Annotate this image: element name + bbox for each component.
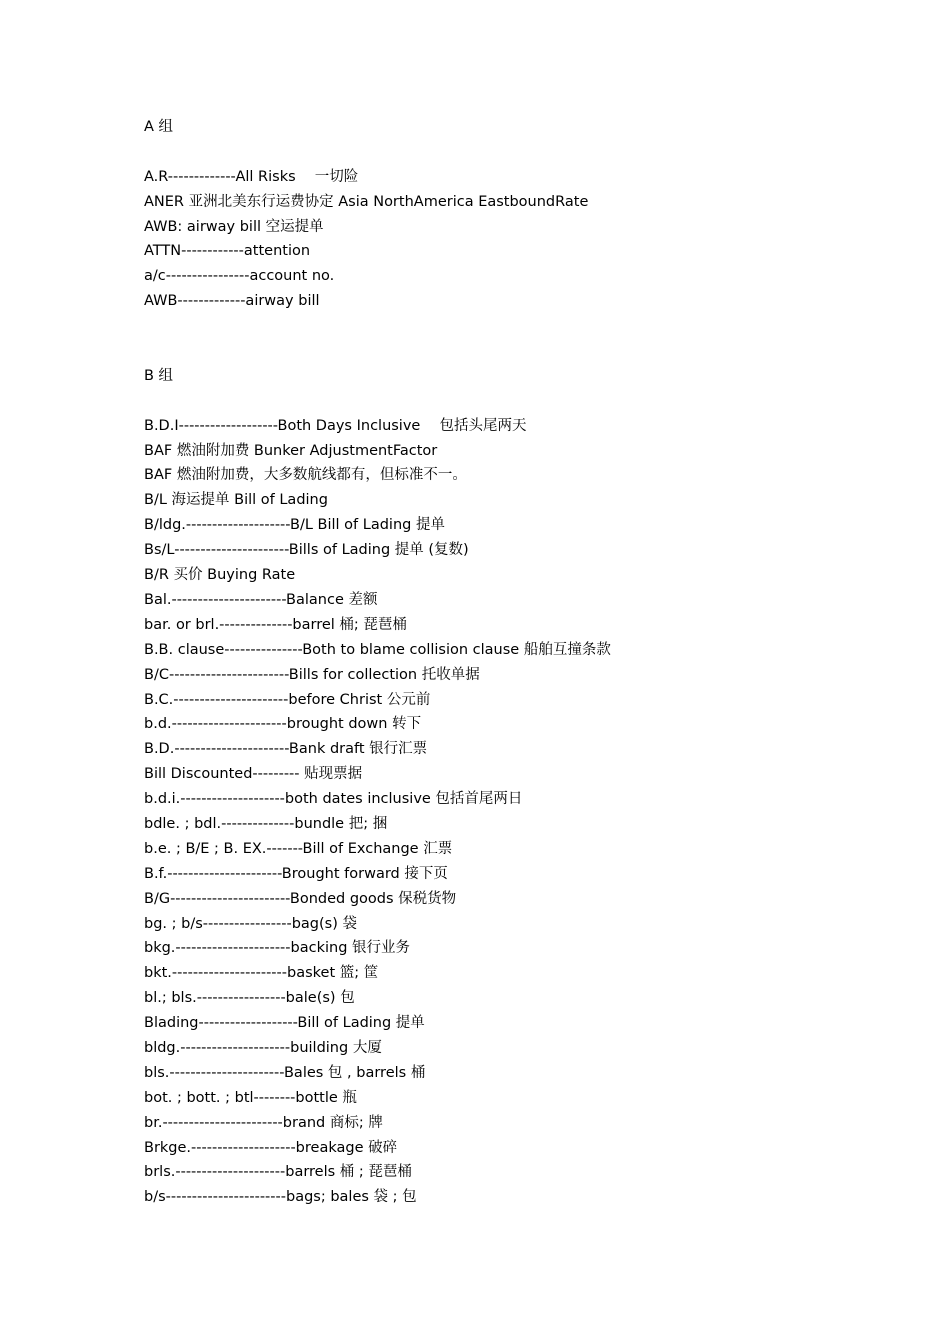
entry-line: bls.----------------------Bales 包 , barrels 桶 — [144, 1064, 426, 1081]
entry-line: bkt.----------------------basket 篮; 筐 — [144, 965, 379, 982]
entry-line: b.d.----------------------brought down 转下 — [144, 716, 422, 733]
entry-line: B.f.----------------------Brought forward 接下页 — [144, 865, 448, 882]
entry-line: B.D.I-------------------Both Days Inclusive 包括头尾两天 — [144, 417, 527, 434]
entry-list-b — [144, 414, 904, 1211]
entry-line: BAF 燃油附加费 Bunker AdjustmentFactor — [144, 442, 438, 459]
spacer — [144, 140, 904, 165]
entry-line: bot. ; bott. ; btl--------bottle 瓶 — [144, 1089, 357, 1106]
entry-line: a/c----------------account no. — [144, 268, 335, 285]
document-content — [144, 115, 904, 1210]
entry-line: B/G-----------------------Bonded goods 保税货物 — [144, 890, 457, 907]
entry-line: B.C.----------------------before Christ 公元前 — [144, 691, 431, 708]
entry-line: ATTN------------attention — [144, 243, 311, 260]
entry-line: bldg.---------------------building 大厦 — [144, 1039, 382, 1056]
entry-line: BAF 燃油附加费，大多数航线都有，但标准不一。 — [144, 467, 467, 484]
entry-line: bg. ; b/s-----------------bag(s) 袋 — [144, 915, 357, 932]
entry-line: B/ldg.--------------------B/L Bill of Lading 提单 — [144, 517, 445, 534]
entry-line: br.-----------------------brand 商标; 牌 — [144, 1114, 383, 1131]
entry-line: brls.---------------------barrels 桶 ; 琵琶桶 — [144, 1164, 412, 1181]
entry-line: b.e. ; B/E ; B. EX.-------Bill of Exchange 汇票 — [144, 840, 453, 857]
entry-line: B/R 买价 Buying Rate — [144, 567, 296, 584]
entry-line: B/L 海运提单 Bill of Lading — [144, 492, 328, 509]
group-title-a: A 组 — [144, 119, 174, 135]
entry-line: bl.; bls.-----------------bale(s) 包 — [144, 990, 355, 1007]
entry-line: b/s-----------------------bags; bales 袋 ; 包 — [144, 1189, 417, 1206]
entry-line: ANER 亚洲北美东行运费协定 Asia NorthAmerica EastboundRate — [144, 193, 589, 210]
entry-line: Blading-------------------Bill of Lading 提单 — [144, 1015, 425, 1032]
entry-line: B/C-----------------------Bills for collection 托收单据 — [144, 666, 480, 683]
entry-line: A.R-------------All Risks 一切险 — [144, 168, 359, 185]
entry-list-a — [144, 165, 904, 314]
group-title-b: B 组 — [144, 367, 174, 384]
entry-line: Brkge.--------------------breakage 破碎 — [144, 1139, 398, 1156]
entry-line: AWB-------------airway bill — [144, 293, 320, 310]
entry-line: bkg.----------------------backing 银行业务 — [144, 940, 411, 957]
spacer — [144, 314, 904, 364]
entry-line: b.d.i.--------------------both dates inclusive 包括首尾两日 — [144, 791, 523, 808]
entry-line: Bal.----------------------Balance 差额 — [144, 591, 378, 608]
entry-line: AWB: airway bill 空运提单 — [144, 218, 324, 235]
entry-line: Bs/L----------------------Bills of Lading 提单 (复数) — [144, 542, 469, 559]
entry-line: B.B. clause---------------Both to blame collision clause 船舶互撞条款 — [144, 641, 611, 658]
entry-line: bdle. ; bdl.--------------bundle 把; 捆 — [144, 815, 388, 832]
spacer — [144, 389, 904, 414]
entry-line: bar. or brl.--------------barrel 桶; 琵琶桶 — [144, 616, 407, 633]
entry-line: Bill Discounted--------- 贴现票据 — [144, 766, 363, 783]
entry-line: B.D.----------------------Bank draft 银行汇票 — [144, 741, 428, 758]
